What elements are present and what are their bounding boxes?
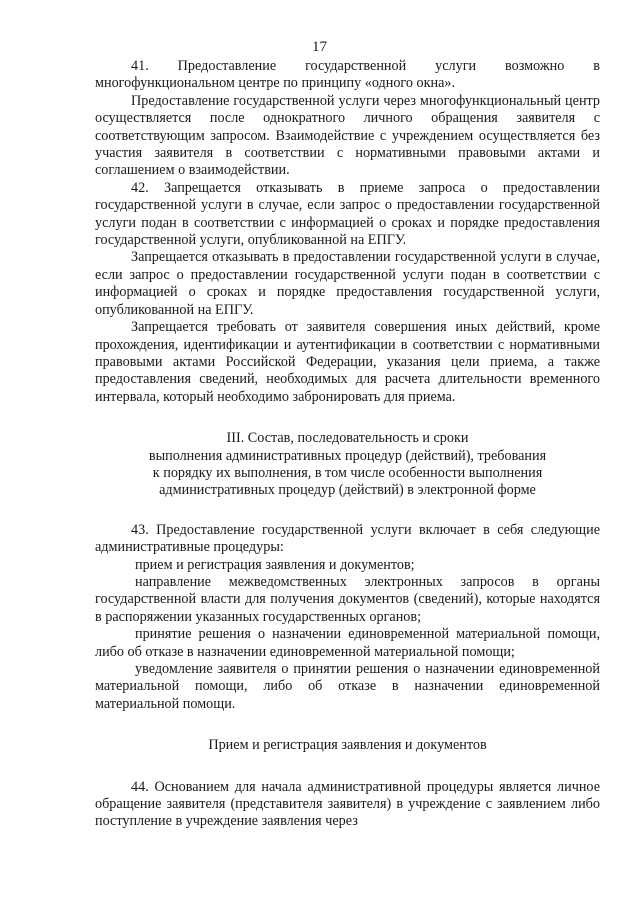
document-body — [95, 58, 600, 831]
section-heading-line: к порядку их выполнения, в том числе особенности выполнения — [152, 464, 543, 481]
paragraph-41: 41. Предоставление государственной услуги возможно в многофункциональном центре по принципу «одного окна». — [95, 58, 600, 92]
procedure-item: уведомление заявителя о принятии решения о назначении единовременной материальной помощи, либо об отказе в назначении единовременной материальной помощи. — [95, 661, 600, 712]
section-heading — [95, 430, 600, 500]
section-heading-line: административных процедур (действий) в электронной форме — [159, 482, 536, 499]
paragraph-44: 44. Основанием для начала административной процедуры является личное обращение заявителя (представителя заявителя) в учреждение с заявлением либо поступление в учреждение заявления через — [95, 778, 600, 830]
paragraph-41-mfc: Предоставление государственной услуги через многофункциональный центр осуществляется после однократного личного обращения заявителя с соответствующим запросом. Взаимодействие с учреждением осуществляется без участия заявителя в соответствии с нормативными правовыми актами и соглашением о взаимодействии. — [95, 92, 600, 179]
section-heading-line: III. Состав, последовательность и сроки — [226, 430, 469, 447]
subsection-heading: Прием и регистрация заявления и документов — [208, 737, 487, 754]
procedure-item: принятие решения о назначении единовременной материальной помощи, либо об отказе в назначении единовременной материальной помощи; — [95, 626, 600, 660]
procedure-item: прием и регистрация заявления и документов; — [135, 556, 415, 573]
paragraph-42-requirements: Запрещается требовать от заявителя совершения иных действий, кроме прохождения, идентификации и аутентификации в соответствии с нормативными правовыми актами Российской Федерации, указания цели приема, а также предоставления сведений, необходимых для расчета длительности временного интервала, который необходимо забронировать для приема. — [95, 319, 600, 405]
paragraph-42-refusal: Запрещается отказывать в предоставлении государственной услуги в случае, если запрос о предоставлении государственной услуги подан в соответствии с информацией о сроках и порядке предоставления государственной услуги, опубликованной на ЕПГУ. — [95, 249, 600, 318]
paragraph-43: 43. Предоставление государственной услуги включает в себя следующие административные процедуры: — [95, 521, 600, 556]
paragraph-42: 42. Запрещается отказывать в приеме запроса о предоставлении государственной услуги в случае, если запрос о предоставлении государственной услуги подан в соответствии с информацией о сроках и порядке предоставления государственной услуги, опубликованной на ЕПГУ. — [95, 179, 600, 249]
procedure-item: направление межведомственных электронных запросов в органы государственной власти для получения документов (сведений), которые находятся в распоряжении указанных государственных органов; — [95, 573, 600, 625]
spacer — [95, 755, 600, 779]
spacer — [95, 500, 600, 522]
spacer — [95, 406, 600, 430]
spacer — [95, 713, 600, 737]
page-number: 17 — [312, 39, 327, 55]
section-heading-line: выполнения административных процедур (действий), требования — [148, 447, 547, 464]
